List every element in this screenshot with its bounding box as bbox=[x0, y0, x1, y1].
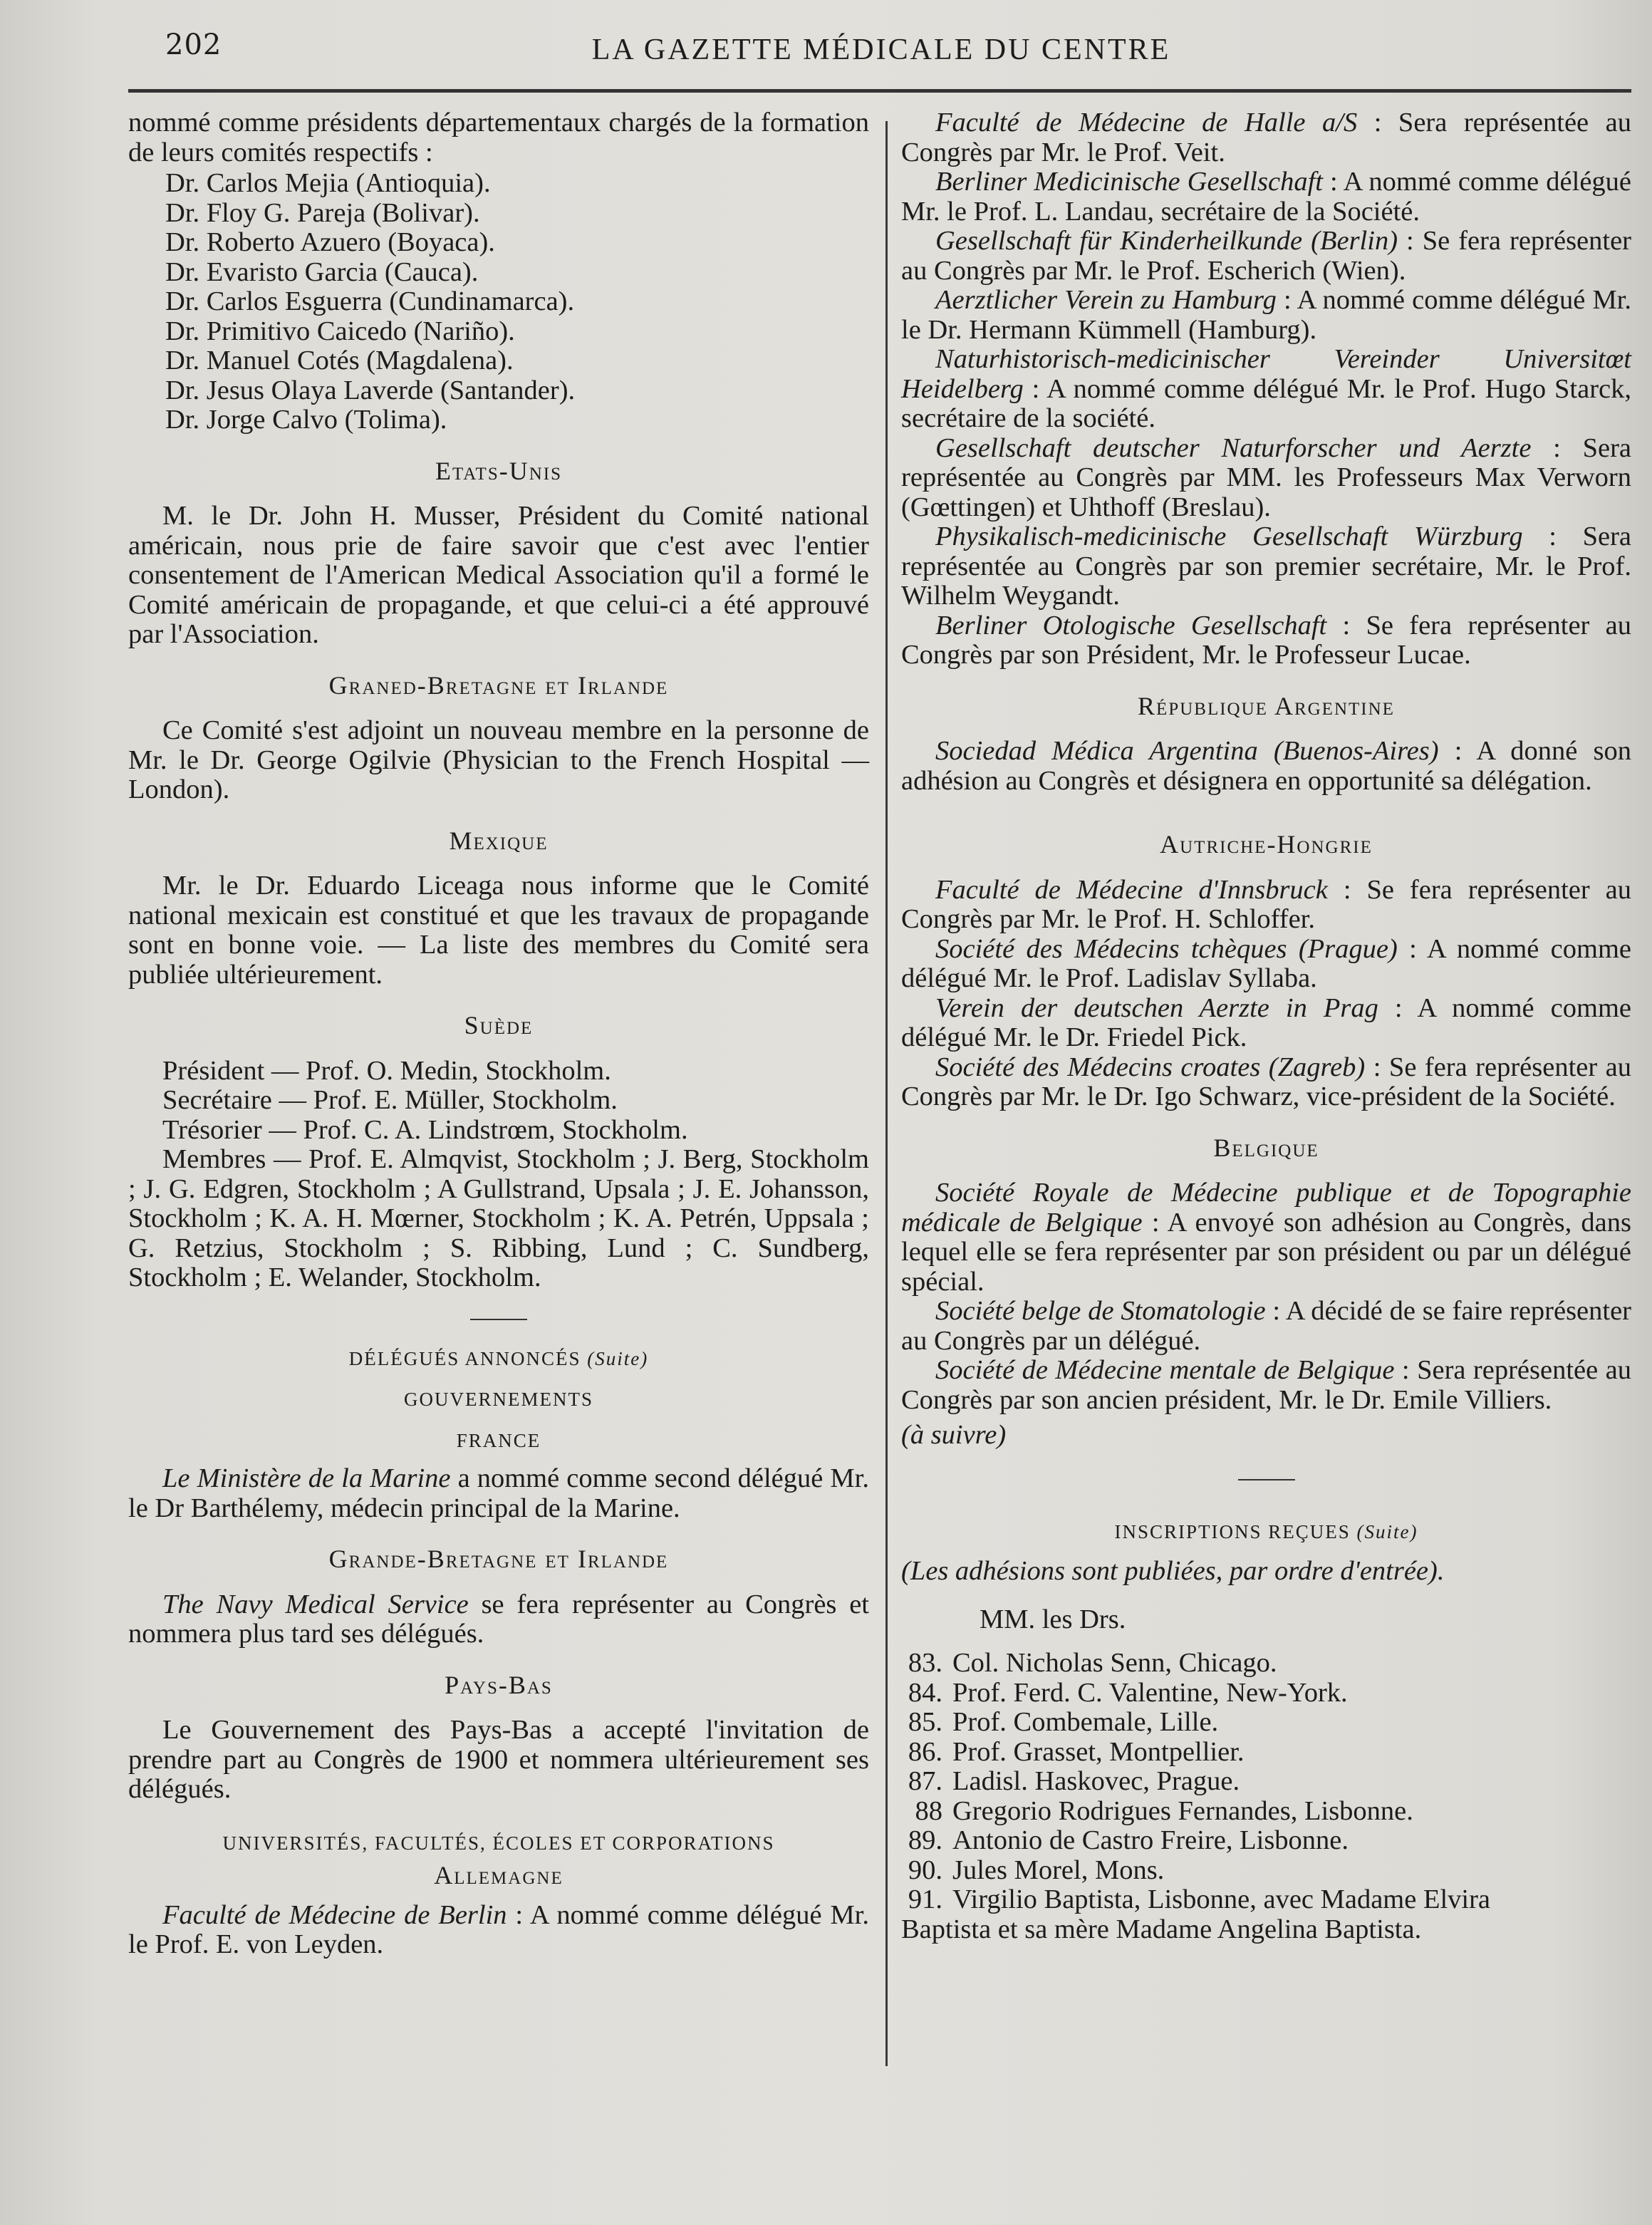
germany-entry bbox=[901, 611, 1631, 670]
entry-institution: Berliner Medicinische Gesellschaft bbox=[935, 167, 1323, 197]
journal-title: LA GAZETTE MÉDICALE DU CENTRE bbox=[591, 33, 1171, 66]
item-number: 87. bbox=[908, 1766, 942, 1796]
list-item bbox=[901, 1885, 1631, 1915]
universities-heading: UNIVERSITÉS, FACULTÉS, ÉCOLES ET CORPORATIONS bbox=[222, 1832, 775, 1854]
item-number: 86. bbox=[908, 1736, 942, 1767]
item-number: 90. bbox=[908, 1855, 942, 1885]
gb2-text: se fera représenter au Congrès et nommera plus tard ses délégués. bbox=[128, 1589, 870, 1649]
item-name: Col. Nicholas Senn, Chicago. bbox=[952, 1648, 1277, 1678]
intro-paragraph: nommé comme présidents départementaux chargés de la formation de leurs comités respectifs : bbox=[128, 108, 869, 167]
section-heading-nl: Pays-Bas bbox=[445, 1670, 553, 1699]
entry-institution: Berliner Otologische Gesellschaft bbox=[935, 610, 1327, 640]
list-item: Dr. Jorge Calvo (Tolima). bbox=[165, 405, 447, 435]
france-heading: FRANCE bbox=[456, 1429, 541, 1451]
list-item: Dr. Primitivo Caicedo (Nariño). bbox=[165, 316, 515, 346]
entry-text: : Se fera représenter au Congrès par Mr. le Prof. Escherich (Wien). bbox=[901, 226, 1631, 286]
header-rule bbox=[128, 89, 1631, 93]
germany-entry bbox=[901, 108, 1631, 167]
list-item bbox=[901, 1708, 1631, 1738]
entry-institution: Faculté de Médecine de Halle a/S bbox=[935, 108, 1358, 138]
item-number: 84. bbox=[908, 1677, 942, 1708]
entry-institution: Gesellschaft für Kinderheilkunde (Berlin) bbox=[935, 226, 1398, 256]
entry-text: : Sera représentée au Congrès par MM. les Professeurs Max Verworn (Gœttingen) et Uhthoff (Breslau). bbox=[901, 432, 1631, 522]
list-item: Dr. Evaristo Garcia (Cauca). bbox=[165, 256, 479, 287]
entry-institution: Aerztlicher Verein zu Hamburg bbox=[935, 285, 1277, 315]
germany-entry bbox=[901, 345, 1631, 434]
item-name: Prof. Combemale, Lille. bbox=[952, 1707, 1219, 1737]
inscriptions-list bbox=[901, 1649, 1631, 1944]
running-header bbox=[151, 28, 1611, 78]
entry-text: : Sera représentée au Congrès par son ancien président, Mr. le Dr. Emile Villiers. bbox=[901, 1355, 1631, 1415]
inscriptions-heading bbox=[901, 1518, 1631, 1547]
belgium-entry bbox=[901, 1178, 1631, 1297]
entry-text: : A nommé comme délégué Mr. le Dr. Friedel Pick. bbox=[901, 992, 1631, 1052]
entry-text: : A nommé comme délégué Mr. le Dr. Hermann Kümmell (Hamburg). bbox=[901, 285, 1631, 345]
item-number: 83. bbox=[908, 1648, 942, 1678]
item-number: 89. bbox=[908, 1825, 942, 1855]
austria-entry bbox=[901, 935, 1631, 994]
delegates-suite: (Suite) bbox=[587, 1347, 649, 1369]
berlin-institution: Faculté de Médecine de Berlin bbox=[162, 1899, 507, 1930]
nl-paragraph: Le Gouvernement des Pays-Bas a accepté l'invitation de prendre part au Congrès de 1900 et nommera ultérieurement ses délégués. bbox=[128, 1715, 869, 1804]
gb-paragraph: Ce Comité s'est adjoint un nouveau membre en la personne de Mr. le Dr. George Ogilvie (Physician to the French Hospital — London). bbox=[128, 715, 869, 804]
item-number: 85. bbox=[908, 1707, 942, 1737]
entry-text: : A nommé comme délégué Mr. le Prof. Hugo Starck, secrétaire de la société. bbox=[901, 373, 1631, 433]
section-heading-usa: Etats-Unis bbox=[435, 456, 562, 485]
entry-institution: Verein der deutschen Aerzte in Prag bbox=[935, 992, 1378, 1023]
austria-entry bbox=[901, 994, 1631, 1053]
entry-text: : Se fera représenter au Congrès par Mr. le Prof. H. Schloffer. bbox=[901, 874, 1631, 934]
entry-text: : A nommé comme délégué Mr. le Prof. L. Landau, secrétaire de la Société. bbox=[901, 167, 1632, 227]
delegates-heading-text: DÉLÉGUÉS ANNONCÉS bbox=[348, 1347, 581, 1369]
entry-institution: Société belge de Stomatologie bbox=[935, 1296, 1266, 1326]
sweden-secretary: Secrétaire — Prof. E. Müller, Stockholm. bbox=[162, 1085, 618, 1115]
entry-institution: Naturhistorisch-medicinischer Vereinder Universitœt Heidelberg bbox=[901, 344, 1631, 404]
list-item bbox=[901, 1679, 1631, 1708]
entry-institution: Physikalisch-medicinische Gesellschaft Würzburg bbox=[935, 522, 1523, 551]
section-heading-gb: Graned-Bretagne et Irlande bbox=[328, 670, 669, 700]
section-heading-austria: Autriche-Hongrie bbox=[1160, 830, 1373, 859]
germany-entry bbox=[901, 227, 1631, 286]
entry-text: : Sera représentée au Congrès par son premier secrétaire, Mr. le Prof. Wilhelm Weygandt. bbox=[901, 522, 1631, 611]
list-item: Dr. Manuel Cotés (Magdalena). bbox=[165, 346, 514, 375]
inscriptions-suite: (Suite) bbox=[1356, 1520, 1418, 1542]
list-item: Dr. Carlos Mejia (Antioquia). bbox=[165, 168, 491, 198]
list-item bbox=[901, 1826, 1631, 1856]
germany-entry bbox=[901, 286, 1631, 345]
item-name: Gregorio Rodrigues Fernandes, Lisbonne. bbox=[952, 1795, 1413, 1826]
entry-text: : A décidé de se faire représenter au Congrès par un délégué. bbox=[901, 1296, 1631, 1356]
section-heading-sweden: Suède bbox=[464, 1011, 534, 1039]
item-name: Antonio de Castro Freire, Lisbonne. bbox=[952, 1825, 1349, 1855]
list-item: Dr. Floy G. Pareja (Bolivar). bbox=[165, 197, 480, 228]
item-number: 91. bbox=[908, 1884, 942, 1914]
item-name: Virgilio Baptista, Lisbonne, avec Madame Elvira bbox=[952, 1884, 1491, 1914]
inscriptions-heading-text: INSCRIPTIONS REÇUES bbox=[1114, 1520, 1351, 1542]
sweden-members: Membres — Prof. E. Almqvist, Stockholm ; J. Berg, Stockholm ; J. G. Edgren, Stockholm ; A Gullstrand, Upsala ; J. E. Johansson, Stockholm ; K. A. H. Mœrner, Stockholm ; K. A. Petrén, Uppsala ; G. Retzius, Stockholm ; S. Ribbing, Lund ; C. Sundberg, Stockholm ; E. Welander, Stockholm. bbox=[128, 1144, 869, 1292]
germany-entry bbox=[901, 167, 1631, 227]
entry-text: : Se fera représenter au Congrès par son Président, Mr. le Professeur Lucae. bbox=[901, 610, 1631, 670]
list-item bbox=[901, 1856, 1631, 1886]
entry-institution: Faculté de Médecine d'Innsbruck bbox=[935, 874, 1328, 905]
right-column bbox=[901, 108, 1631, 1944]
entry-text: : Sera représentée au Congrès par Mr. le Prof. Veit. bbox=[901, 108, 1631, 167]
entry-text: : A envoyé son adhésion au Congrès, dans lequel elle se fera représenter par son président ou par un délégué spécial. bbox=[901, 1207, 1632, 1297]
sweden-treasurer: Trésorier — Prof. C. A. Lindstrœm, Stockholm. bbox=[162, 1114, 688, 1145]
item-name: Prof. Grasset, Montpellier. bbox=[952, 1736, 1245, 1767]
list-item bbox=[901, 1797, 1631, 1827]
item-name: Prof. Ferd. C. Valentine, New-York. bbox=[952, 1677, 1348, 1708]
section-separator bbox=[470, 1319, 527, 1320]
section-heading-gb2: Grande-Bretagne et Irlande bbox=[328, 1545, 669, 1573]
section-heading-argentina: République Argentine bbox=[1138, 691, 1395, 720]
gb2-paragraph bbox=[128, 1590, 869, 1649]
austria-entry bbox=[901, 876, 1631, 935]
section-heading-germany: Allemagne bbox=[434, 1861, 563, 1889]
berlin-paragraph bbox=[128, 1901, 869, 1960]
argentina-text: : A donné son adhésion au Congrès et désignera en opportunité sa délégation. bbox=[901, 736, 1632, 796]
to-follow-note: (à suivre) bbox=[901, 1420, 1007, 1450]
mexico-paragraph: Mr. le Dr. Eduardo Liceaga nous informe que le Comité national mexicain est constitué et que les travaux de propagande sont en bonne voie. — La liste des membres du Comité sera publiée ultérieurement. bbox=[128, 871, 869, 990]
mm-drs-label: MM. les Drs. bbox=[980, 1604, 1126, 1634]
section-heading-mexico: Mexique bbox=[449, 826, 549, 855]
entry-text: : A nommé comme délégué Mr. le Prof. Ladislav Syllaba. bbox=[901, 933, 1631, 993]
governments-heading: GOUVERNEMENTS bbox=[404, 1389, 593, 1410]
list-item: Dr. Carlos Esguerra (Cundinamarca). bbox=[165, 286, 575, 316]
colombia-list bbox=[128, 169, 869, 435]
austria-entry bbox=[901, 1053, 1631, 1112]
item-number: 88 bbox=[915, 1795, 942, 1826]
germany-entry bbox=[901, 522, 1631, 611]
section-separator bbox=[1238, 1479, 1295, 1480]
usa-paragraph: M. le Dr. John H. Musser, Président du Comité national américain, nous prie de faire savoir que c'est avec l'entier consentement de l'American Medical Association qu'il a formé le Comité américain de propagande, et que celui-ci a été approuvé par l'Association. bbox=[128, 501, 869, 649]
item-name: Ladisl. Haskovec, Prague. bbox=[952, 1766, 1240, 1796]
gb2-institution: The Navy Medical Service bbox=[162, 1589, 469, 1619]
list-item-continuation: Baptista et sa mère Madame Angelina Baptista. bbox=[901, 1914, 1422, 1944]
entry-institution: Société des Médecins croates (Zagreb) bbox=[935, 1052, 1366, 1082]
berlin-text: : A nommé comme délégué Mr. le Prof. E. von Leyden. bbox=[128, 1899, 869, 1959]
france-institution: Le Ministère de la Marine bbox=[162, 1463, 451, 1493]
list-item: Dr. Jesus Olaya Laverde (Santander). bbox=[165, 375, 576, 405]
column-divider bbox=[885, 121, 888, 2066]
entry-institution: Société de Médecine mentale de Belgique bbox=[935, 1355, 1395, 1385]
argentina-paragraph bbox=[901, 737, 1631, 796]
inscriptions-note: (Les adhésions sont publiées, par ordre d'entrée). bbox=[901, 1556, 1445, 1586]
belgium-entry bbox=[901, 1297, 1631, 1356]
entry-institution: Gesellschaft deutscher Naturforscher und Aerzte bbox=[935, 432, 1532, 463]
belgium-entry bbox=[901, 1356, 1631, 1415]
list-item bbox=[901, 1738, 1631, 1768]
entry-text: : Se fera représenter au Congrès par Mr. le Dr. Igo Schwarz, vice-président de la Société. bbox=[901, 1052, 1631, 1111]
france-text: a nommé comme second délégué Mr. le Dr Barthélemy, médecin principal de la Marine. bbox=[128, 1463, 869, 1523]
sweden-president: Président — Prof. O. Medin, Stockholm. bbox=[162, 1055, 611, 1086]
item-name: Jules Morel, Mons. bbox=[952, 1855, 1165, 1885]
list-item bbox=[901, 1649, 1631, 1679]
argentina-institution: Sociedad Médica Argentina (Buenos-Aires) bbox=[935, 736, 1439, 766]
list-item bbox=[901, 1767, 1631, 1797]
left-column bbox=[128, 108, 869, 1960]
entry-institution: Société des Médecins tchèques (Prague) bbox=[935, 933, 1398, 964]
france-paragraph bbox=[128, 1464, 869, 1523]
entry-institution: Société Royale de Médecine publique et de Topographie médicale de Belgique bbox=[901, 1178, 1631, 1238]
delegates-heading bbox=[128, 1344, 869, 1374]
page-number: 202 bbox=[165, 28, 222, 61]
section-heading-belgium: Belgique bbox=[1213, 1133, 1319, 1162]
germany-entry bbox=[901, 434, 1631, 523]
list-item: Dr. Roberto Azuero (Boyaca). bbox=[165, 227, 495, 257]
